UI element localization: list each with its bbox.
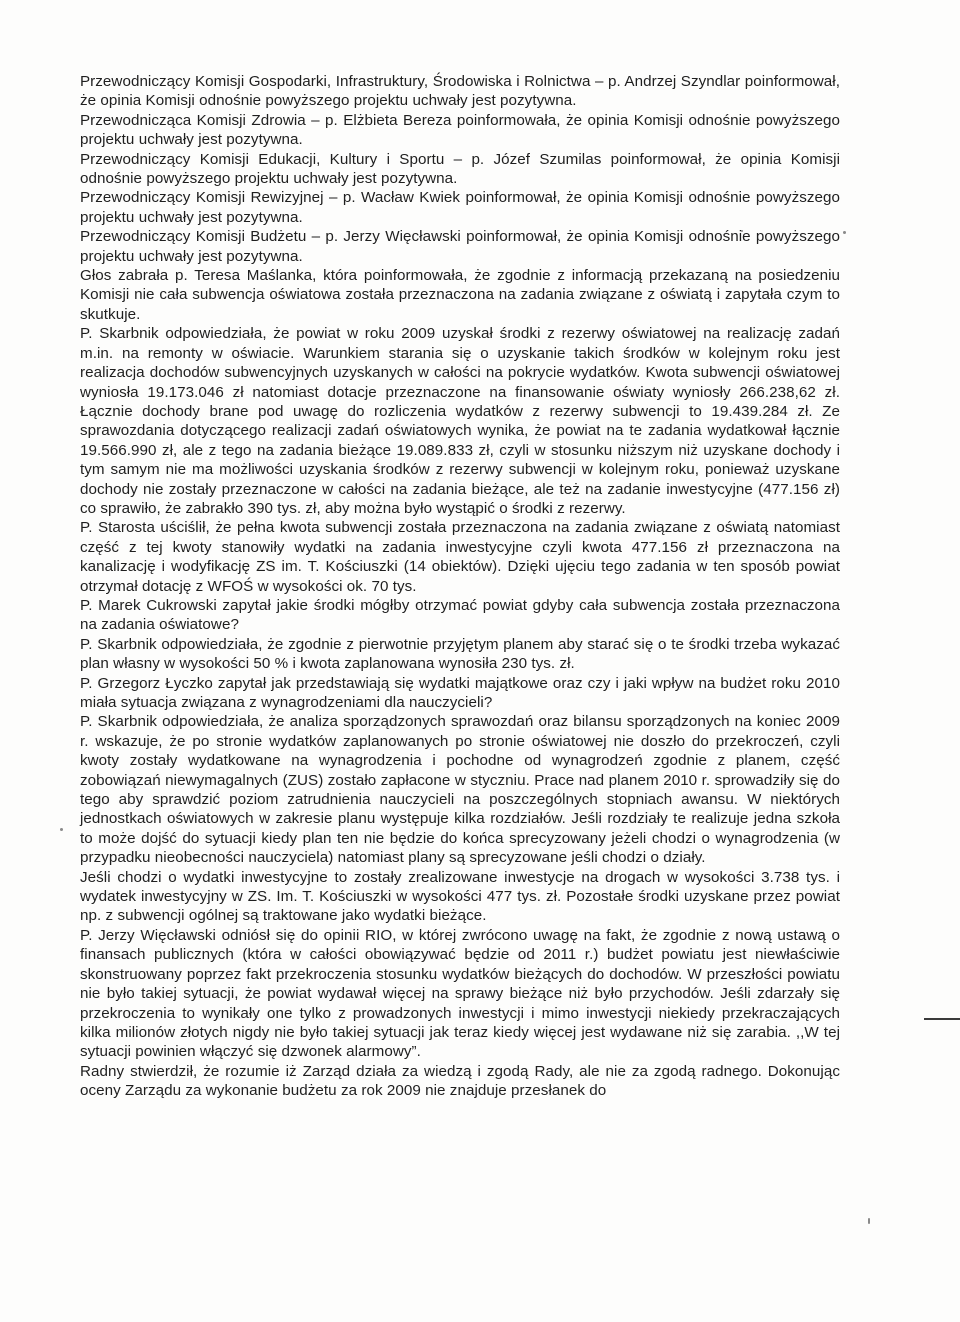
paragraph-treasurer-answer-1: P. Skarbnik odpowiedziała, że powiat w roku 2009 uzyskał środki z rezerwy oświatowej na realizację zadań m.in. na remonty w oświacie. Warunkiem starania się o uzyskanie takich środków w kolejnym roku jest realizacja dochodów subwencyjnych uzyskanych w całości na pokrycie wydatków. Kwota subwencji oświatowej wyniosła 19.173.046 zł natomiast dotacje przeznaczone na finansowanie oświaty wyniosły 266.238,62 zł. Łącznie dochody brane pod uwagę do rozliczenia wydatków z rezerwy subwencji to 19.439.284 zł. Ze sprawozdania dotyczącego realizacji zadań oświatowych wynika, że powiat na te zadania wydatkował łącznie 19.566.990 zł, ale z tego na zadania bieżące 19.089.833 zł, czyli w stosunku niższym niż uzyskane dochody i tym samym nie ma możliwości uzyskania środków z rezerwy subwencji w kolejnym roku, ponieważ uzyskane dochody nie zostały przeznaczone w całości na zadania bieżące, ale też na zadanie inwestycyjne (477.156 zł) co sprawiło, że zabrakło 390 tys. zł, aby można było wystąpić o środki z rezerwy. xyxy=(80,325,840,517)
scan-edge-mark xyxy=(924,1018,960,1020)
scan-speck xyxy=(868,1218,870,1224)
scan-speck xyxy=(60,828,63,831)
paragraph-investment-expenses: Jeśli chodzi o wydatki inwestycyjne to zostały zrealizowane inwestycje na drogach w wysokości 3.738 tys. i wydatek inwestycyjny w ZS. Im. T. Kościuszki w wysokości 477 tys. zł. Pozostałe środki uzyskane przez powiat np. z subwencji ogólnej są traktowane jako wydatki bieżące. xyxy=(80,868,840,925)
paragraph-cukrowski-question: P. Marek Cukrowski zapytał jakie środki mógłby otrzymać powiat gdyby cała subwencja została przeznaczona na zadania oświatowe? xyxy=(80,596,840,634)
paragraph-wieclawski-rio: P. Jerzy Więcławski odniósł się do opinii RIO, w której zwrócono uwagę na fakt, że zgodnie z nową ustawą o finansach publicznych (która w całości obowiązywać będzie od 2011 r.) budżet powiatu jest niewłaściwie skonstruowany poprzez fakt przekroczenia stosunku wydatków bieżących do dochodów. W przeszłości powiatu nie było takiej sytuacji, że powiat wydawał więcej na sprawy bieżące niż było przychodów. Jeśli zdarzały się przekroczenia to wynikały one tylko z prowadzonych inwestycji i mimo inwestycji niekiedy przekraczających kilka milionów złotych nigdy nie było takiej sytuacji jak teraz kiedy więcej jest wydawane niż się zarabia. ,,W tej sytuacji powinien włączyć się dzwonek alarmowy”. xyxy=(80,926,840,1061)
paragraph-treasurer-answer-2: P. Skarbnik odpowiedziała, że zgodnie z pierwotnie przyjętym planem aby starać się o te środki trzeba wykazać plan własny w wysokości 50 % i kwota zaplanowana wynosiła 230 tys. zł. xyxy=(80,635,840,673)
paragraph-commission-economy: Przewodniczący Komisji Gospodarki, Infrastruktury, Środowiska i Rolnictwa – p. Andrzej Szyndlar poinformował, że opinia Komisji odnośnie powyższego projektu uchwały jest pozytywna. xyxy=(80,73,840,110)
scan-speck xyxy=(843,231,846,234)
paragraph-councillor-statement: Radny stwierdził, że rozumie iż Zarząd działa za wiedzą i zgodą Rady, ale nie za zgodą radnego. Dokonując oceny Zarządu za wykonanie budżetu za rok 2009 nie znajduje przesłanek do xyxy=(80,1062,840,1100)
paragraph-starosta: P. Starosta uściślił, że pełna kwota subwencji została przeznaczona na zadania związane z oświatą natomiast część z tej kwoty stanowiły wydatki na zadania inwestycyjne czyli kwota 477.156 zł przeznaczona na kanalizację i wodyfikację ZS im. T. Kościuszki (14 obiektów). Dzięki ujęciu tego zadania w ten sposób powiat otrzymał dotację z WFOŚ w wysokości ok. 70 tys. xyxy=(80,519,840,595)
paragraph-commission-education: Przewodniczący Komisji Edukacji, Kultury i Sportu – p. Józef Szumilas poinformował, że opinia Komisji odnośnie powyższego projektu uchwały jest pozytywna. xyxy=(80,150,840,188)
paragraph-commission-budget: Przewodniczący Komisji Budżetu – p. Jerzy Więcławski poinformował, że opinia Komisji odnośnie powyższego projektu uchwały jest pozytywna. xyxy=(80,228,840,265)
paragraph-lyczko-question: P. Grzegorz Łyczko zapytał jak przedstawiają się wydatki majątkowe oraz czy i jaki wpływ na budżet roku 2010 miała sytuacja związana z wynagrodzeniami dla nauczycieli? xyxy=(80,674,840,711)
paragraph-commission-audit: Przewodniczący Komisji Rewizyjnej – p. Wacław Kwiek poinformował, że opinia Komisji odnośnie powyższego projektu uchwały jest pozytywna. xyxy=(80,189,840,226)
paragraph-commission-health: Przewodnicząca Komisji Zdrowia – p. Elżbieta Bereza poinformowała, że opinia Komisji odnośnie powyższego projektu uchwały jest pozytywna. xyxy=(80,111,840,149)
document-body xyxy=(80,72,840,1101)
paragraph-treasurer-answer-3: P. Skarbnik odpowiedziała, że analiza sporządzonych sprawozdań oraz bilansu sporządzonych na koniec 2009 r. wskazuje, że po stronie wydatków zaplanowanych po stronie oświatowej nie doszło do przekroczeń, czyli kwoty zostały wydatkowane na wynagrodzenia i pochodne od wynagrodzeń zgodnie z planem, część zobowiązań niewymagalnych (ZUS) zostało zapłacone w styczniu. Prace nad planem 2010 r. sprowadziły się do tego aby sprawdzić poziom zatrudnienia nauczycieli na poszczególnych stopniach awansu. W niektórych jednostkach oświatowych w zakresie planu występuje kilka rozdziałów. Jeśli rozdziały te realizuje jedna szkoła to może dojść do sytuacji kiedy plan ten nie będzie do końca sprecyzowany jeżeli chodzi o wynagrodzenia (w przypadku nieobecności nauczyciela) natomiast plany są sprecyzowane jeśli chodzi o działy. xyxy=(80,713,840,867)
paragraph-maslanka-question: Głos zabrała p. Teresa Maślanka, która poinformowała, że zgodnie z informacją przekazaną na posiedzeniu Komisji nie cała subwencja oświatowa została przeznaczona na zadania związane z oświatą i zapytała czym to skutkuje. xyxy=(80,267,840,323)
